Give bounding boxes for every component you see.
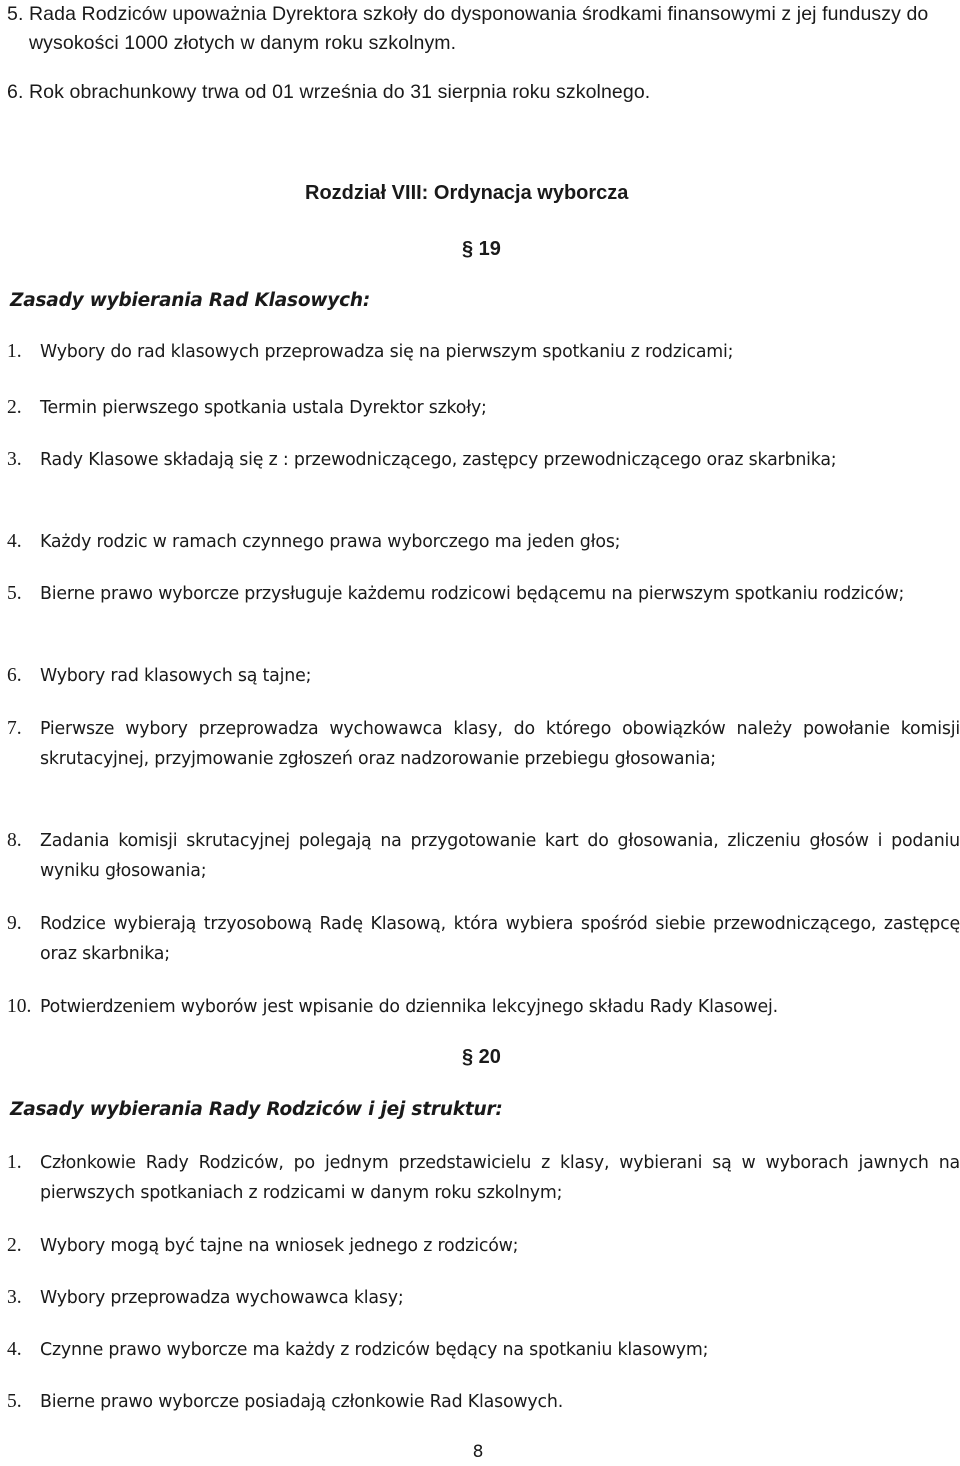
list-item-text: Każdy rodzic w ramach czynnego prawa wyborczego ma jeden głos; bbox=[40, 532, 621, 552]
list-item bbox=[7, 527, 960, 557]
list-item-number: 3. bbox=[7, 449, 22, 470]
list-item-number: 4. bbox=[7, 531, 22, 552]
list-item-text: Termin pierwszego spotkania ustala Dyrektor szkoły; bbox=[40, 398, 487, 418]
list-item-text: Wybory mogą być tajne na wniosek jednego z rodziców; bbox=[40, 1236, 519, 1256]
section-heading: Zasady wybierania Rad Klasowych: bbox=[10, 290, 371, 311]
list-item-number: 10. bbox=[7, 996, 32, 1017]
list-item-text: Członkowie Rady Rodziców, po jednym przedstawicielu z klasy, wybierani są w wyborach jawnych na pierwszych spotkaniach z rodzicami w danym roku szkolnym; bbox=[40, 1153, 960, 1203]
list-item bbox=[7, 826, 960, 886]
list-item-number: 9. bbox=[7, 913, 22, 934]
paragraph-number: § 20 bbox=[462, 1046, 501, 1068]
list-item bbox=[7, 992, 960, 1022]
intro-item-text: Rada Rodziców upoważnia Dyrektora szkoły do dysponowania środkami finansowymi z jej funduszy do wysokości 1000 złotych w danym roku szkolnym. bbox=[29, 3, 929, 54]
list-item-text: Bierne prawo wyborcze przysługuje każdemu rodzicowi będącemu na pierwszym spotkaniu rodziców; bbox=[40, 584, 905, 604]
intro-item-5 bbox=[7, 0, 952, 58]
list-item-text: Potwierdzeniem wyborów jest wpisanie do dziennika lekcyjnego składu Rady Klasowej. bbox=[40, 997, 778, 1017]
list-item bbox=[7, 1283, 960, 1313]
list-item-number: 1. bbox=[7, 1152, 22, 1173]
list-item-text: Wybory przeprowadza wychowawca klasy; bbox=[40, 1288, 404, 1308]
page-number: 8 bbox=[472, 1442, 484, 1462]
intro-item-number: 6. bbox=[7, 81, 24, 103]
list-item-text: Rodzice wybierają trzyosobową Radę Klasową, która wybiera spośród siebie przewodniczącego, zastępcę oraz skarbnika; bbox=[40, 914, 960, 964]
list-item-text: Pierwsze wybory przeprowadza wychowawca klasy, do którego obowiązków należy powołanie komisji skrutacyjnej, przyjmowanie zgłoszeń oraz nadzorowanie przebiegu głosowania; bbox=[40, 719, 960, 769]
list-item bbox=[7, 1335, 960, 1365]
list-item-number: 3. bbox=[7, 1287, 22, 1308]
list-item-text: Bierne prawo wyborcze posiadają członkowie Rad Klasowych. bbox=[40, 1392, 564, 1412]
list-item bbox=[7, 1231, 960, 1261]
list-item bbox=[7, 445, 960, 475]
list-item bbox=[7, 337, 960, 367]
list-item bbox=[7, 579, 960, 609]
list-item-text: Zadania komisji skrutacyjnej polegają na przygotowanie kart do głosowania, zliczeniu głosów i podaniu wyniku głosowania; bbox=[40, 831, 960, 881]
paragraph-number: § 19 bbox=[462, 238, 501, 260]
list-item-number: 1. bbox=[7, 341, 22, 362]
list-item-number: 6. bbox=[7, 665, 22, 686]
intro-item-6 bbox=[7, 78, 952, 107]
list-item-number: 2. bbox=[7, 397, 22, 418]
intro-item-number: 5. bbox=[7, 3, 24, 25]
list-item-text: Czynne prawo wyborcze ma każdy z rodziców będący na spotkaniu klasowym; bbox=[40, 1340, 709, 1360]
list-item-number: 4. bbox=[7, 1339, 22, 1360]
list-item-number: 5. bbox=[7, 1391, 22, 1412]
list-item-number: 8. bbox=[7, 830, 22, 851]
list-item bbox=[7, 1387, 960, 1417]
list-item-text: Wybory do rad klasowych przeprowadza się na pierwszym spotkaniu z rodzicami; bbox=[40, 342, 734, 362]
list-item-text: Rady Klasowe składają się z : przewodniczącego, zastępcy przewodniczącego oraz skarbnika; bbox=[40, 450, 837, 470]
chapter-title: Rozdział VIII: Ordynacja wyborcza bbox=[305, 182, 629, 204]
list-item-number: 7. bbox=[7, 718, 22, 739]
intro-item-text: Rok obrachunkowy trwa od 01 września do 31 sierpnia roku szkolnego. bbox=[29, 81, 651, 103]
list-item bbox=[7, 1148, 960, 1208]
list-item bbox=[7, 714, 960, 774]
list-item-number: 2. bbox=[7, 1235, 22, 1256]
list-item-number: 5. bbox=[7, 583, 22, 604]
list-item bbox=[7, 393, 960, 423]
list-item-text: Wybory rad klasowych są tajne; bbox=[40, 666, 312, 686]
list-item bbox=[7, 909, 960, 969]
list-item bbox=[7, 661, 960, 691]
section-heading: Zasady wybierania Rady Rodziców i jej struktur: bbox=[10, 1099, 503, 1120]
